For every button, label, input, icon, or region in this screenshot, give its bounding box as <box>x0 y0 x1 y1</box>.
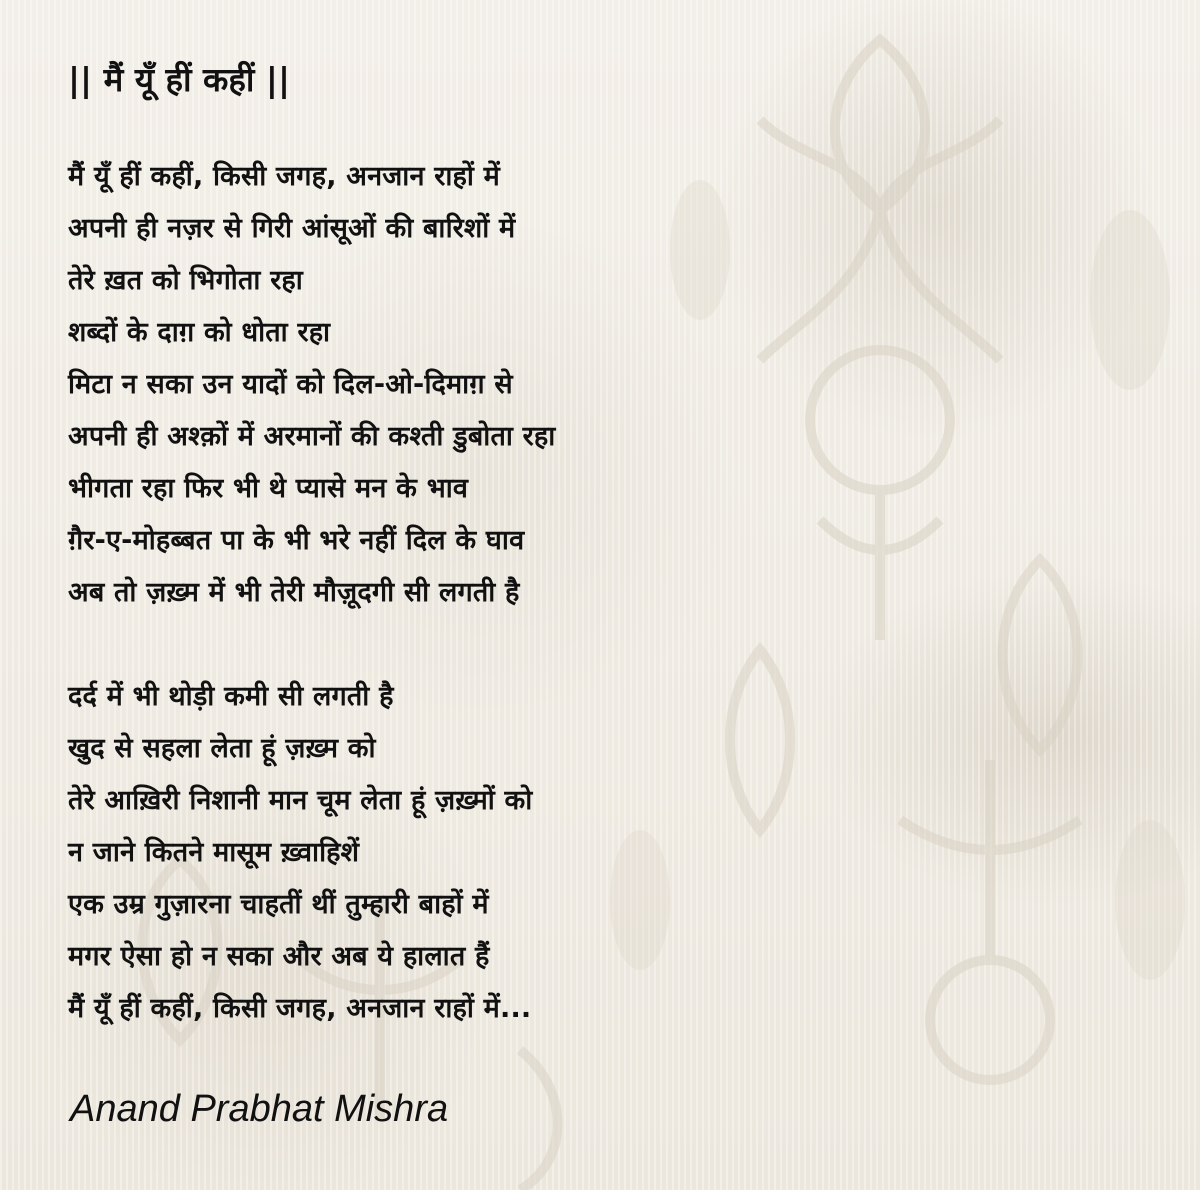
author-name: Anand Prabhat Mishra <box>70 1088 449 1130</box>
poem-line: तेरे आख़िरी निशानी मान चूम लेता हूं ज़ख़्मों को <box>68 785 533 816</box>
poem-line: तेरे ख़त को भिगोता रहा <box>68 265 303 296</box>
poem-line: शब्दों के दाग़ को धोता रहा <box>68 317 331 348</box>
stanza-1 <box>68 151 1148 619</box>
poem-container <box>68 52 1148 1035</box>
poem-line: मिटा न सका उन यादों को दिल-ओ-दिमाग़ से <box>68 369 513 400</box>
poem-line: मैं यूँ हीं कहीं, किसी जगह, अनजान राहों में <box>68 161 500 192</box>
poem-line: भीगता रहा फिर भी थे प्यासे मन के भाव <box>68 473 469 504</box>
poem-line: अब तो ज़ख़्म में भी तेरी मौज़ूदगी सी लगती है <box>68 577 520 608</box>
poem-line: खुद से सहला लेता हूं ज़ख़्म को <box>68 733 376 764</box>
poem-line: एक उम्र गुज़ारना चाहतीं थीं तुम्हारी बाहों में <box>68 889 489 920</box>
poem-line: अपनी ही अश्क़ों में अरमानों की कश्ती डुबोता रहा <box>68 421 556 452</box>
poem-line: ग़ैर-ए-मोहब्बत पा के भी भरे नहीं दिल के घाव <box>68 525 525 556</box>
poem-line: अपनी ही नज़र से गिरी आंसूओं की बारिशों में <box>68 213 516 244</box>
poem-title: || मैं यूँ हीं कहीं || <box>68 60 291 99</box>
poem-line: न जाने कितने मासूम ख़्वाहिशें <box>68 837 360 868</box>
poem-line: मगर ऐसा हो न सका और अब ये हालात हैं <box>68 941 490 972</box>
poem-line: मैं यूँ हीं कहीं, किसी जगह, अनजान राहों में... <box>68 993 532 1024</box>
poem-line: दर्द में भी थोड़ी कमी सी लगती है <box>68 681 394 712</box>
stanza-2 <box>68 671 1148 1035</box>
